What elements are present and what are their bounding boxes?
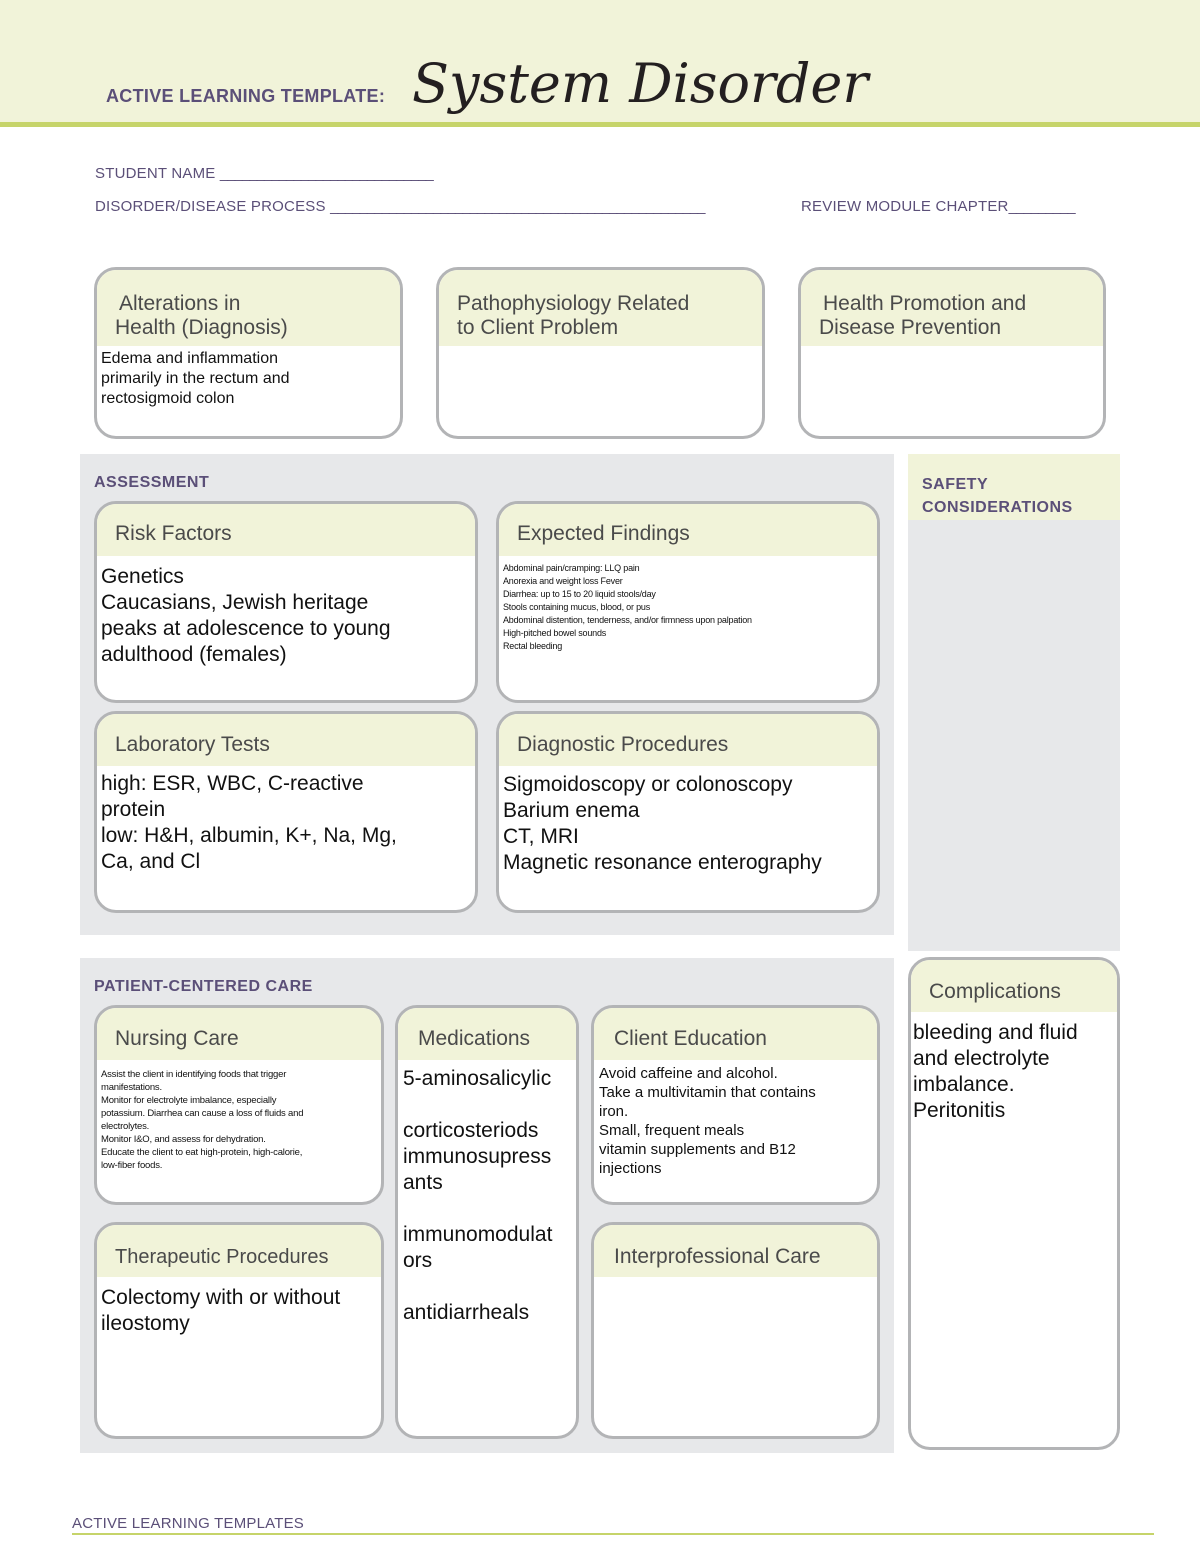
pathophysiology-header	[439, 270, 762, 346]
therapeutic-line: Colectomy with or without	[101, 1286, 341, 1309]
medication-line: ors	[403, 1249, 433, 1272]
pathophysiology-title-line2: to Client Problem	[457, 316, 619, 339]
expected-findings-body	[503, 562, 873, 653]
client-education-line: Take a multivitamin that contains	[599, 1084, 816, 1101]
nursing-care-line: manifestations.	[101, 1082, 162, 1093]
nursing-care-line: low-fiber foods.	[101, 1160, 163, 1171]
diagnostic-line: Barium enema	[503, 799, 640, 822]
finding-line: Abdominal distention, tenderness, and/or firmness upon palpation	[503, 615, 752, 625]
health-promotion-header	[801, 270, 1103, 346]
patient-centered-care-title: PATIENT-CENTERED CARE	[94, 978, 313, 995]
complication-line: and electrolyte	[913, 1047, 1050, 1070]
diagnostic-line: Sigmoidoscopy or colonoscopy	[503, 773, 793, 796]
pathophysiology-title-line1: Pathophysiology Related	[457, 292, 690, 315]
nursing-care-line: Assist the client in identifying foods that trigger	[101, 1069, 287, 1080]
laboratory-tests-body	[101, 771, 471, 875]
medications-title: Medications	[398, 1008, 576, 1060]
alterations-title-line1: Alterations in	[119, 292, 241, 315]
alterations-line: Edema and inflammation	[101, 350, 278, 367]
student-name-line: _____________________________	[219, 165, 433, 182]
lab-line: protein	[101, 798, 166, 821]
disorder-label: DISORDER/DISEASE PROCESS	[95, 198, 326, 215]
nursing-care-line: electrolytes.	[101, 1121, 150, 1132]
assessment-title: ASSESSMENT	[94, 474, 210, 491]
safety-title-line2: CONSIDERATIONS	[922, 499, 1073, 516]
client-education-line: injections	[599, 1160, 662, 1177]
client-education-line: iron.	[599, 1103, 629, 1120]
health-promotion-title-line1: Health Promotion and	[823, 292, 1027, 315]
student-name-label: STUDENT NAME	[95, 165, 216, 182]
medication-line: 5-aminosalicylic	[403, 1067, 552, 1090]
footer-rule	[72, 1533, 1154, 1535]
risk-factors-body	[101, 564, 471, 668]
laboratory-tests-title: Laboratory Tests	[97, 714, 475, 766]
nursing-care-title: Nursing Care	[97, 1008, 381, 1060]
medication-line: ants	[403, 1171, 443, 1194]
laboratory-tests-box	[94, 711, 478, 913]
risk-factor-line: peaks at adolescence to young	[101, 617, 391, 640]
review-module-field[interactable]	[801, 198, 1075, 215]
medication-line	[403, 1092, 572, 1118]
health-promotion-box	[798, 267, 1106, 439]
medication-line: immunomodulat	[403, 1223, 553, 1246]
risk-factor-line: adulthood (females)	[101, 643, 287, 666]
template-title: System Disorder	[412, 52, 869, 115]
finding-line: Rectal bleeding	[503, 641, 563, 651]
client-education-title: Client Education	[594, 1008, 877, 1060]
alterations-line: rectosigmoid colon	[101, 390, 235, 407]
interprofessional-care-title: Interprofessional Care	[594, 1225, 877, 1277]
nursing-care-line: Monitor I&O, and assess for dehydration.	[101, 1134, 266, 1145]
complications-body	[913, 1020, 1113, 1124]
disorder-line: ___________________________________________________	[330, 198, 705, 215]
lab-line: low: H&H, albumin, K+, Na, Mg,	[101, 824, 397, 847]
review-module-label: REVIEW MODULE CHAPTER	[801, 198, 1009, 215]
alterations-title-line2: Health (Diagnosis)	[115, 316, 288, 339]
diagnostic-procedures-box	[496, 711, 880, 913]
client-education-body	[599, 1064, 873, 1178]
risk-factors-box	[94, 501, 478, 703]
safety-title-line1: SAFETY	[922, 476, 989, 493]
complication-line: Peritonitis	[913, 1099, 1006, 1122]
finding-line: Stools containing mucus, blood, or pus	[503, 602, 650, 612]
medication-line: corticosteriods	[403, 1119, 539, 1142]
lab-line: Ca, and Cl	[101, 850, 201, 873]
medications-body	[403, 1066, 572, 1326]
complication-line: imbalance.	[913, 1073, 1015, 1096]
safety-panel	[908, 454, 1120, 951]
risk-factors-title: Risk Factors	[97, 504, 475, 556]
header-rule	[0, 122, 1200, 127]
template-label: ACTIVE LEARNING TEMPLATE:	[106, 86, 386, 106]
therapeutic-line: ileostomy	[101, 1312, 190, 1335]
medication-line	[403, 1274, 572, 1300]
alterations-line: primarily in the rectum and	[101, 370, 290, 387]
risk-factor-line: Genetics	[101, 565, 184, 588]
nursing-care-line: Educate the client to eat high-protein, high-calorie,	[101, 1147, 303, 1158]
nursing-care-body	[101, 1068, 377, 1172]
risk-factor-line: Caucasians, Jewish heritage	[101, 591, 369, 614]
finding-line: Diarrhea: up to 15 to 20 liquid stools/day	[503, 589, 656, 599]
therapeutic-procedures-box	[94, 1222, 384, 1439]
client-education-line: Avoid caffeine and alcohol.	[599, 1065, 778, 1082]
interprofessional-care-box	[591, 1222, 880, 1439]
nursing-care-line: Monitor for electrolyte imbalance, especially	[101, 1095, 277, 1106]
complications-box	[908, 957, 1120, 1450]
alterations-box	[94, 267, 403, 439]
health-promotion-title-line2: Disease Prevention	[819, 316, 1002, 339]
medication-line: antidiarrheals	[403, 1301, 530, 1324]
expected-findings-box	[496, 501, 880, 703]
diagnostic-line: CT, MRI	[503, 825, 579, 848]
therapeutic-procedures-title: Therapeutic Procedures	[97, 1225, 381, 1277]
safety-title	[922, 473, 1073, 519]
diagnostic-procedures-title: Diagnostic Procedures	[499, 714, 877, 766]
finding-line: Anorexia and weight loss Fever	[503, 576, 623, 586]
medication-line: immunosupress	[403, 1145, 552, 1168]
diagnostic-procedures-body	[503, 772, 873, 876]
finding-line: High-pitched bowel sounds	[503, 628, 607, 638]
alterations-body	[101, 349, 396, 409]
footer-text: ACTIVE LEARNING TEMPLATES	[72, 1515, 304, 1532]
expected-findings-title: Expected Findings	[499, 504, 877, 556]
student-name-field[interactable]	[95, 165, 433, 182]
medications-box	[395, 1005, 579, 1439]
medication-line	[403, 1196, 572, 1222]
diagnostic-line: Magnetic resonance enterography	[503, 851, 822, 874]
disorder-field[interactable]	[95, 198, 705, 215]
pathophysiology-box	[436, 267, 765, 439]
nursing-care-box	[94, 1005, 384, 1205]
therapeutic-procedures-body	[101, 1285, 377, 1337]
finding-line: Abdominal pain/cramping: LLQ pain	[503, 563, 640, 573]
complications-title: Complications	[911, 960, 1117, 1012]
client-education-line: Small, frequent meals	[599, 1122, 745, 1139]
client-education-line: vitamin supplements and B12	[599, 1141, 796, 1158]
review-module-line: _________	[1008, 198, 1075, 215]
complication-line: bleeding and fluid	[913, 1021, 1078, 1044]
lab-line: high: ESR, WBC, C-reactive	[101, 772, 364, 795]
nursing-care-line: potassium. Diarrhea can cause a loss of fluids and	[101, 1108, 304, 1119]
alterations-header	[97, 270, 400, 346]
client-education-box	[591, 1005, 880, 1205]
